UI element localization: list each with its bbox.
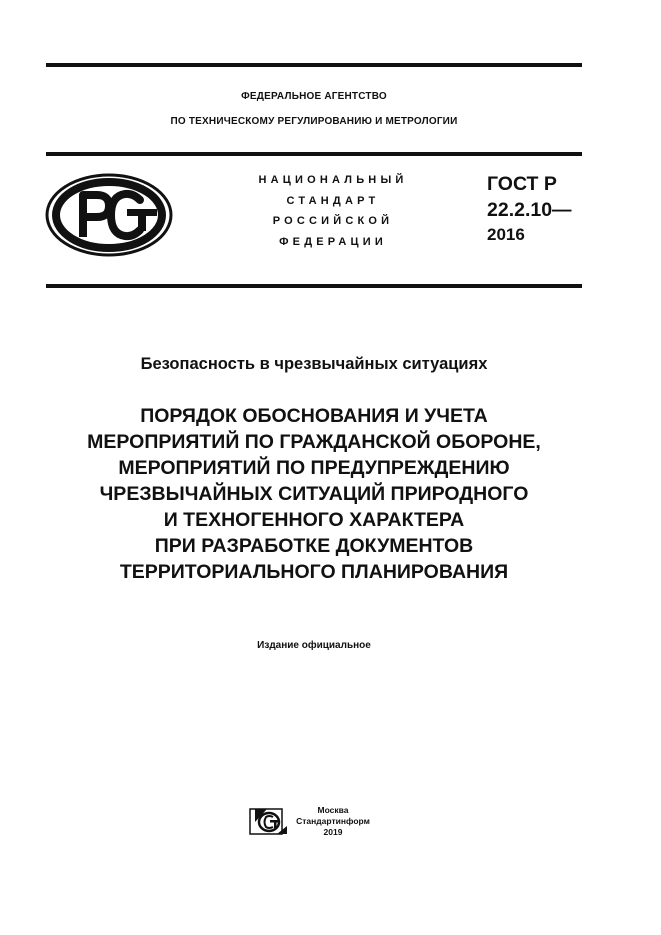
- title-line: МЕРОПРИЯТИЙ ПО ПРЕДУПРЕЖДЕНИЮ: [118, 457, 510, 479]
- designation-year: 2016: [487, 225, 525, 244]
- logo-section-rule: [46, 284, 582, 288]
- standard-type-line1: НАЦИОНАЛЬНЫЙ: [258, 174, 408, 186]
- standard-type-line3: РОССИЙСКОЙ: [272, 215, 394, 227]
- publisher-block: [293, 805, 373, 838]
- standartinform-logo-icon: [249, 806, 289, 836]
- standard-designation: [487, 171, 572, 223]
- standard-type-block: [245, 170, 421, 252]
- title-line: ПРИ РАЗРАБОТКЕ ДОКУМЕНТОВ: [154, 535, 474, 557]
- edition-note: Издание официальное: [257, 640, 371, 651]
- title-line: И ТЕХНОГЕННОГО ХАРАКТЕРА: [163, 509, 465, 531]
- designation-line1: ГОСТ Р: [487, 173, 557, 195]
- document-title: [46, 403, 582, 585]
- title-line: ЧРЕЗВЫЧАЙНЫХ СИТУАЦИЙ ПРИРОДНОГО: [99, 483, 529, 505]
- agency-name-line1: ФЕДЕРАЛЬНОЕ АГЕНТСТВО: [241, 91, 387, 102]
- title-line: МЕРОПРИЯТИЙ ПО ГРАЖДАНСКОЙ ОБОРОНЕ,: [87, 431, 541, 453]
- standard-type-line4: ФЕДЕРАЦИИ: [279, 235, 387, 248]
- top-rule: [46, 63, 582, 67]
- title-line: ТЕРРИТОРИАЛЬНОГО ПЛАНИРОВАНИЯ: [119, 561, 509, 583]
- document-subject: Безопасность в чрезвычайных ситуациях: [140, 355, 488, 373]
- publisher-year: 2019: [323, 827, 343, 837]
- header-rule: [46, 152, 582, 156]
- designation-line2: 22.2.10—: [487, 199, 572, 221]
- publisher-city: Москва: [317, 805, 349, 815]
- title-line: ПОРЯДОК ОБОСНОВАНИЯ И УЧЕТА: [140, 405, 488, 427]
- rst-gost-logo-icon: [45, 173, 175, 257]
- standard-type-line2: СТАНДАРТ: [286, 194, 380, 207]
- agency-name-line2: ПО ТЕХНИЧЕСКОМУ РЕГУЛИРОВАНИЮ И МЕТРОЛОГИИ: [170, 116, 458, 127]
- publisher-name: Стандартинформ: [296, 816, 370, 826]
